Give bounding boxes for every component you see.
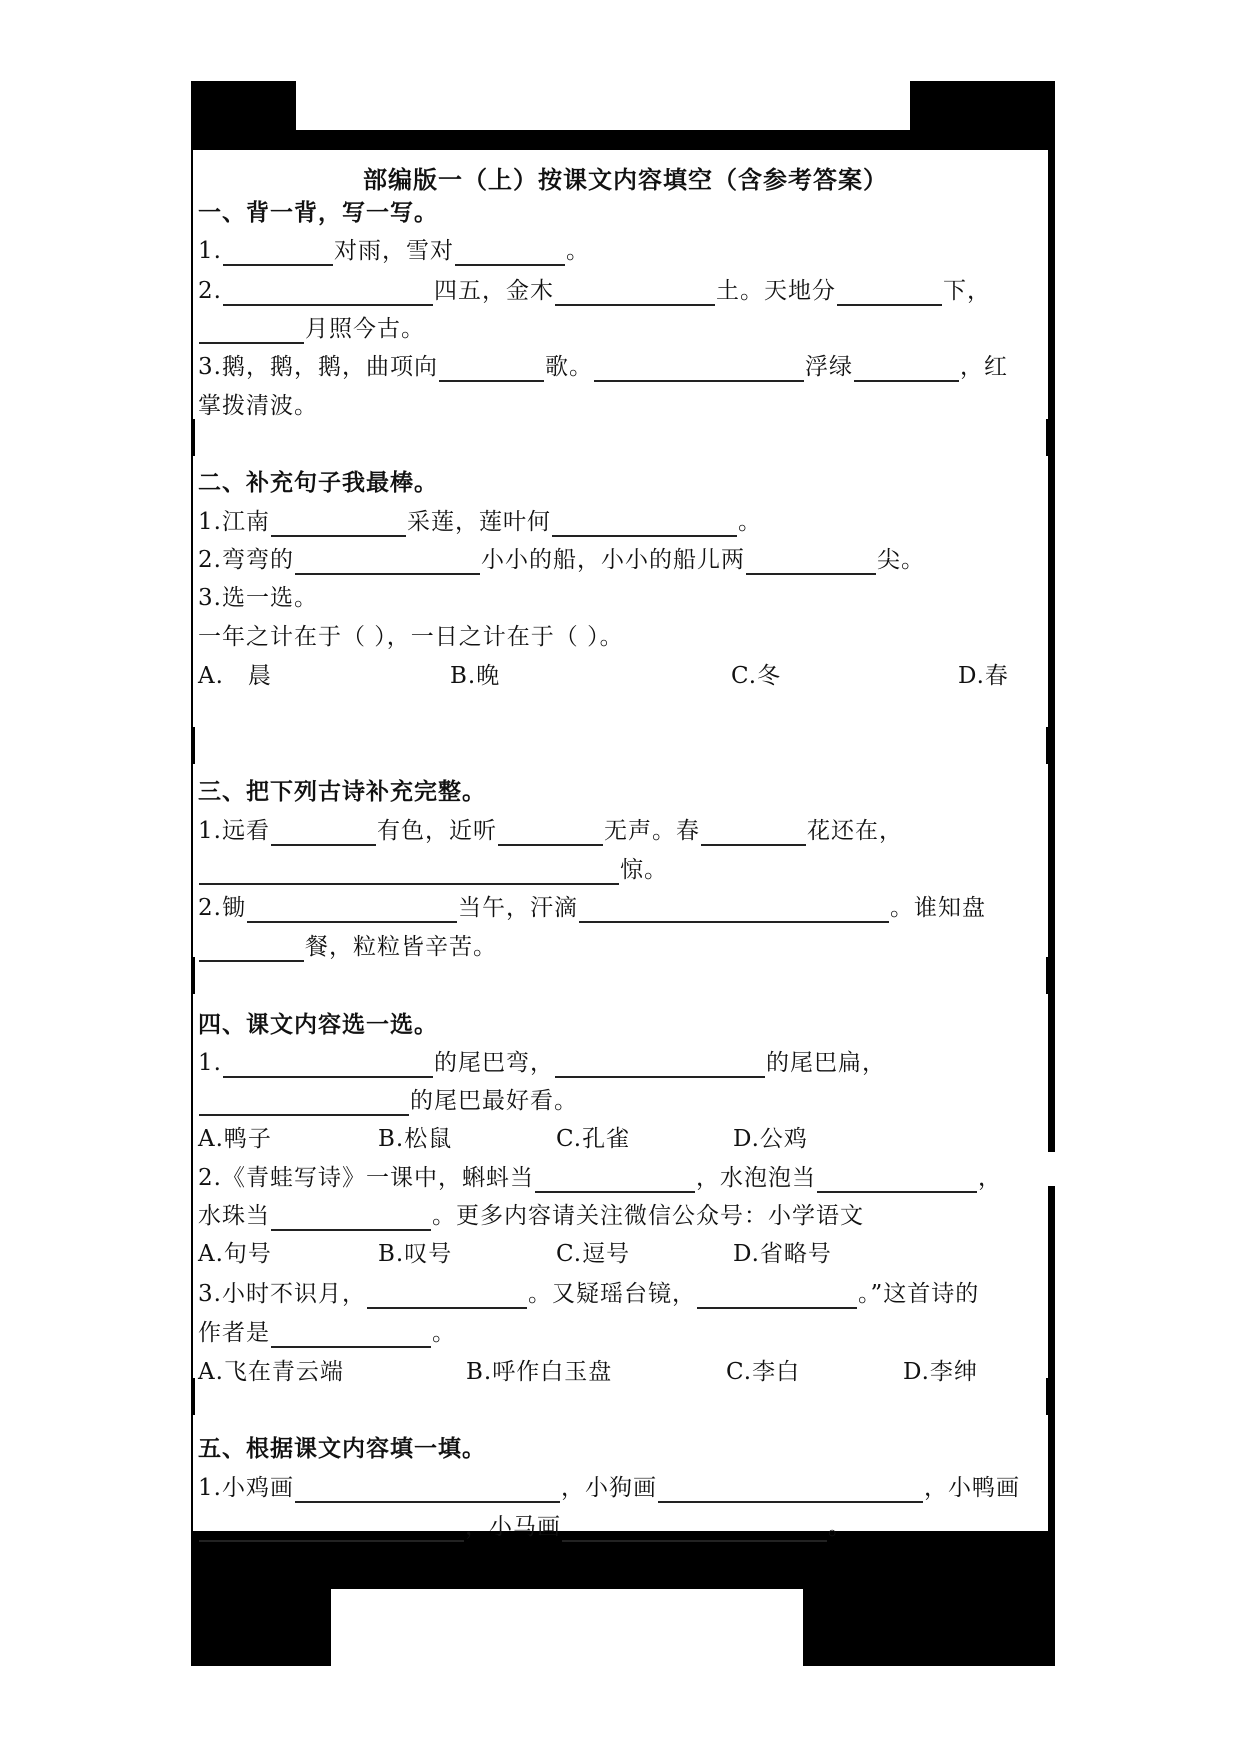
option-c: C.冬 xyxy=(731,663,782,689)
question-text: 当午，汗滴 xyxy=(457,895,578,921)
section-heading: 一、背一背，写一写。 xyxy=(198,200,438,226)
question-row xyxy=(198,545,925,575)
section-heading: 三、把下列古诗补充完整。 xyxy=(198,779,486,805)
question-row xyxy=(198,236,590,266)
answer-blank[interactable] xyxy=(562,1516,827,1542)
option-a: A.飞在青云端 xyxy=(198,1359,344,1385)
answer-blank[interactable] xyxy=(658,1477,923,1503)
question-text: 水珠当 xyxy=(198,1203,270,1229)
option-b: B.叹号 xyxy=(378,1241,453,1267)
top-frame-notch xyxy=(296,81,910,130)
question-text: 一年之计在于（ ），一日之计在于（ ）。 xyxy=(198,624,624,650)
question-text: 有色，近听 xyxy=(376,818,497,844)
option-a: A.鸭子 xyxy=(198,1126,272,1152)
question-text: 。谁知盘 xyxy=(889,895,986,921)
option-b: B.呼作白玉盘 xyxy=(466,1359,613,1385)
options-row xyxy=(198,1357,1038,1387)
answer-blank[interactable] xyxy=(199,1516,464,1542)
question-text: 。”这首诗的 xyxy=(857,1281,980,1307)
question-text: 。 xyxy=(565,238,590,264)
section-heading: 四、课文内容选一选。 xyxy=(198,1012,438,1038)
question-text: 月照今古。 xyxy=(305,316,425,342)
question-text: 的尾巴扁， xyxy=(765,1050,886,1076)
question-text: 2.《青蛙写诗》一课中，蝌蚪当 xyxy=(198,1165,534,1191)
question-text: 。更多内容请关注微信公众号：小学语文 xyxy=(432,1203,864,1229)
question-text: 1.远看 xyxy=(198,818,270,844)
answer-blank[interactable] xyxy=(837,280,942,306)
question-text: ，水泡泡当 xyxy=(695,1165,816,1191)
question-row xyxy=(198,1048,886,1078)
question-text: 歌。 xyxy=(544,354,593,380)
question-row xyxy=(198,1512,852,1542)
answer-blank[interactable] xyxy=(579,897,889,923)
question-text: 作者是 xyxy=(198,1320,270,1346)
section-heading: 二、补充句子我最棒。 xyxy=(198,470,438,496)
question-text: 1.江南 xyxy=(198,509,270,535)
option-b: B.松鼠 xyxy=(378,1126,453,1152)
question-text: 。 xyxy=(432,1320,456,1346)
question-text: 3.选一选。 xyxy=(198,585,318,611)
answer-blank[interactable] xyxy=(223,280,433,306)
question-row xyxy=(198,893,986,923)
question-row xyxy=(198,1163,1002,1193)
left-frame-border xyxy=(191,150,193,1531)
question-text: 的尾巴弯， xyxy=(433,1050,554,1076)
answer-blank[interactable] xyxy=(367,1283,527,1309)
question-text: 花还在， xyxy=(806,818,903,844)
answer-blank[interactable] xyxy=(535,1167,695,1193)
option-a: A. 晨 xyxy=(198,663,272,689)
right-frame-border-lower xyxy=(1048,1186,1055,1531)
answer-blank[interactable] xyxy=(271,511,406,537)
answer-blank[interactable] xyxy=(295,1477,560,1503)
question-text: 无声。春 xyxy=(603,818,700,844)
answer-blank[interactable] xyxy=(817,1167,977,1193)
question-text: 2.锄 xyxy=(198,895,246,921)
option-c: C.孔雀 xyxy=(556,1126,631,1152)
question-text: 下， xyxy=(942,278,991,304)
question-text: 1.小鸡画 xyxy=(198,1475,294,1501)
left-margin-mark xyxy=(191,419,195,456)
answer-blank[interactable] xyxy=(223,1052,433,1078)
question-text: 四五，金木 xyxy=(433,278,554,304)
option-c: C.李白 xyxy=(726,1359,801,1385)
section-heading: 五、根据课文内容填一填。 xyxy=(198,1436,486,1462)
answer-blank[interactable] xyxy=(555,1052,765,1078)
answer-blank[interactable] xyxy=(697,1283,857,1309)
question-row xyxy=(198,816,903,846)
answer-blank[interactable] xyxy=(552,511,737,537)
left-margin-mark xyxy=(191,1378,195,1415)
question-text: 浮绿 xyxy=(804,354,853,380)
option-d: D.公鸡 xyxy=(733,1126,808,1152)
options-row xyxy=(198,661,1038,691)
option-a: A.句号 xyxy=(198,1241,272,1267)
right-margin-mark xyxy=(1046,419,1050,456)
options-row xyxy=(198,1239,1038,1269)
question-row xyxy=(198,507,762,537)
answer-blank[interactable] xyxy=(701,820,806,846)
question-row xyxy=(198,1473,1020,1503)
question-text: ，小鸭画 xyxy=(923,1475,1020,1501)
question-text: 1. xyxy=(198,238,222,264)
answer-blank[interactable] xyxy=(455,240,565,266)
answer-blank[interactable] xyxy=(295,549,480,575)
options-row xyxy=(198,1124,1038,1154)
question-row xyxy=(198,932,497,962)
answer-blank[interactable] xyxy=(439,356,544,382)
question-text: 对雨，雪对 xyxy=(333,238,454,264)
question-row xyxy=(198,583,318,613)
left-margin-mark xyxy=(191,957,195,994)
answer-blank[interactable] xyxy=(594,356,804,382)
option-c: C.逗号 xyxy=(556,1241,631,1267)
question-text: ，小狗画 xyxy=(560,1475,657,1501)
question-text: 掌拨清波。 xyxy=(198,393,318,419)
answer-blank[interactable] xyxy=(746,549,876,575)
left-margin-mark xyxy=(191,727,195,764)
right-margin-mark xyxy=(1046,727,1050,764)
question-text: 。 xyxy=(737,509,762,535)
question-text: ，红 xyxy=(959,354,1008,380)
answer-blank[interactable] xyxy=(271,820,376,846)
question-row xyxy=(198,855,668,885)
question-row xyxy=(198,622,624,652)
answer-blank[interactable] xyxy=(271,1205,431,1231)
option-d: D.省略号 xyxy=(733,1241,832,1267)
option-d: D.李绅 xyxy=(903,1359,978,1385)
option-b: B.晚 xyxy=(450,663,501,689)
question-row xyxy=(198,1201,864,1231)
answer-blank[interactable] xyxy=(498,820,603,846)
question-text: 。又疑瑶台镜， xyxy=(527,1281,696,1307)
answer-blank[interactable] xyxy=(223,240,333,266)
question-row xyxy=(198,314,425,344)
answer-blank[interactable] xyxy=(271,1322,431,1348)
answer-blank[interactable] xyxy=(199,859,619,885)
right-frame-border xyxy=(1048,150,1055,1152)
question-text: 小小的船，小小的船儿两 xyxy=(480,547,745,573)
question-text: 尖。 xyxy=(876,547,925,573)
question-text: 1. xyxy=(198,1050,222,1076)
question-text: 采莲，莲叶何 xyxy=(406,509,551,535)
answer-blank[interactable] xyxy=(854,356,959,382)
right-margin-mark xyxy=(1046,957,1050,994)
question-text: 餐，粒粒皆辛苦。 xyxy=(305,934,497,960)
question-text: 惊。 xyxy=(620,857,668,883)
answer-blank[interactable] xyxy=(555,280,715,306)
question-row xyxy=(198,391,318,421)
question-row xyxy=(198,1086,578,1116)
question-text: ，小马画 xyxy=(465,1514,561,1540)
page-title: 部编版一（上）按课文内容填空（含参考答案） xyxy=(363,166,888,194)
right-margin-mark xyxy=(1046,1378,1050,1415)
option-d: D.春 xyxy=(958,663,1009,689)
question-text: 2.弯弯的 xyxy=(198,547,294,573)
answer-blank[interactable] xyxy=(199,318,304,344)
question-text: ， xyxy=(977,1165,1002,1191)
bottom-frame-notch xyxy=(331,1589,803,1666)
question-text: 2. xyxy=(198,278,222,304)
answer-blank[interactable] xyxy=(199,1090,409,1116)
question-text: 3.鹅，鹅，鹅，曲项向 xyxy=(198,354,438,380)
question-text: 的尾巴最好看。 xyxy=(410,1088,578,1114)
question-row xyxy=(198,1279,979,1309)
question-text: 。 xyxy=(828,1514,852,1540)
question-text: 3.小时不识月， xyxy=(198,1281,366,1307)
question-row xyxy=(198,1318,456,1348)
answer-blank[interactable] xyxy=(247,897,457,923)
question-row xyxy=(198,352,1008,382)
question-row xyxy=(198,276,991,306)
question-text: 土。天地分 xyxy=(715,278,836,304)
answer-blank[interactable] xyxy=(199,936,304,962)
